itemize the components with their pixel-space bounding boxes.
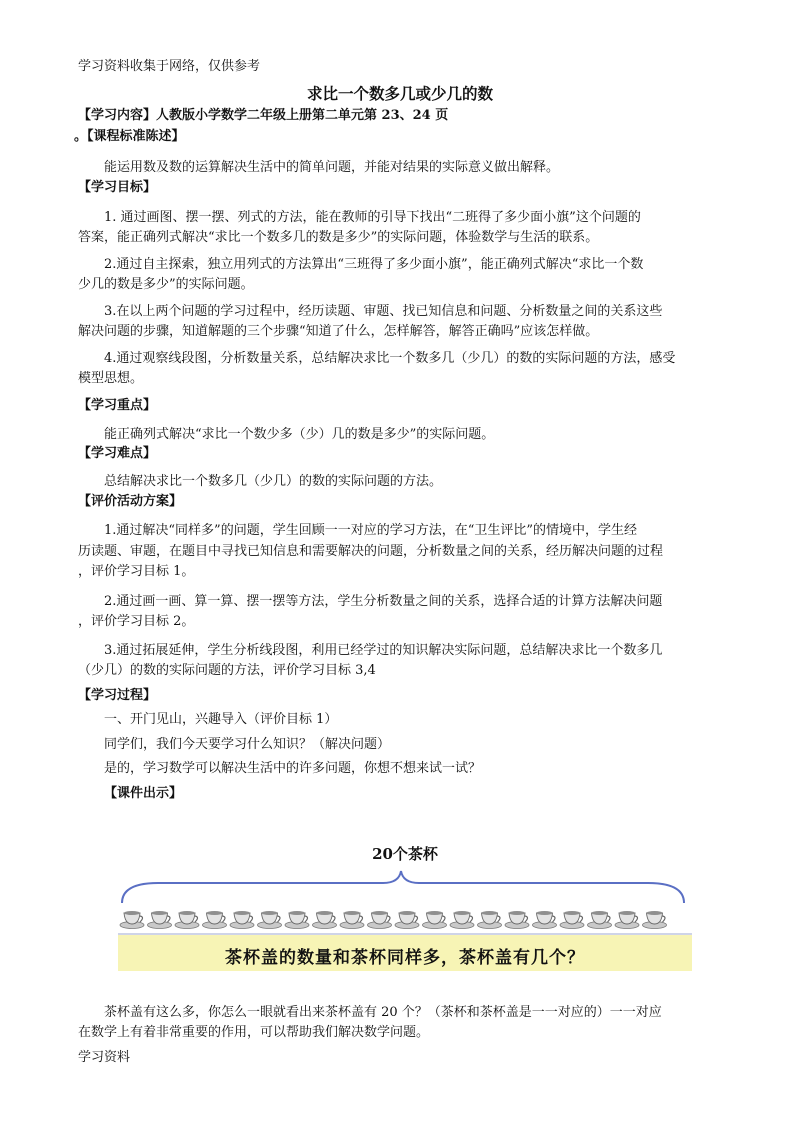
goal-3-line-1: 3.在以上两个问题的学习过程中，经历读题、审题、找已知信息和问题、分析数量之间的关系这些 [104, 304, 663, 319]
goal-3-line-2: 解决问题的步骤，知道解题的三个步骤“知道了什么，怎样解答，解答正确吗”应该怎样做。 [78, 324, 599, 339]
section-standard: 。【课程标准陈述】 [74, 129, 185, 144]
conclusion-line-2: 在数学上有着非常重要的作用，可以帮助我们解决数学问题。 [78, 1025, 430, 1040]
section-evaluation: 【评价活动方案】 [78, 494, 183, 509]
key-point-text: 能正确列式解决“求比一个数少多（少）几的数是多少”的实际问题。 [104, 427, 495, 442]
eval-3-line-2: （少几）的数的实际问题的方法，评价学习目标 3,4 [78, 663, 376, 678]
teacup-icon [450, 911, 474, 929]
teacup-icon [258, 911, 282, 929]
goal-2-line-2: 少几的数是多少”的实际问题。 [78, 277, 254, 292]
document-title: 求比一个数多几或少几的数 [306, 84, 493, 103]
header-note: 学习资料收集于网络，仅供参考 [78, 59, 261, 74]
teacup-icon [368, 911, 392, 929]
teacup-icon [148, 911, 172, 929]
difficulty-text: 总结解决求比一个数多几（少几）的数的实际问题的方法。 [104, 474, 443, 489]
teacup-icon [505, 911, 529, 929]
courseware-label: 【课件出示】 [104, 786, 183, 801]
teacup-icon [340, 911, 364, 929]
teacup-icon [175, 911, 199, 929]
eval-1-line-1: 1.通过解决“同样多”的问题，学生回顾一一对应的学习方法，在“卫生评比”的情境中，学生经 [104, 523, 637, 538]
teacup-icon [230, 911, 254, 929]
teacup-icon [588, 911, 612, 929]
standard-text: 能运用数及数的运算解决生活中的简单问题，并能对结果的实际意义做出解释。 [104, 160, 560, 175]
section-process: 【学习过程】 [78, 688, 157, 703]
goal-4-line-1: 4.通过观察线段图，分析数量关系，总结解决求比一个数多几（少几）的数的实际问题的方法，感受 [104, 351, 676, 366]
footer-note: 学习资料 [78, 1050, 131, 1065]
goal-4-line-2: 模型思想。 [78, 371, 144, 386]
teacup-figure [118, 815, 692, 985]
eval-2-line-1: 2.通过画一画、算一算、摆一摆等方法，学生分析数量之间的关系，选择合适的计算方法解决问题 [104, 594, 663, 609]
teacup-icon [478, 911, 502, 929]
process-question: 同学们，我们今天要学习什么知识？（解决问题） [104, 737, 391, 752]
section-goals: 【学习目标】 [78, 180, 157, 195]
goal-1-line-1: 1. 通过画图、摆一摆、列式的方法，能在教师的引导下找出“二班得了多少面小旗”这个问题的 [104, 210, 641, 225]
conclusion-line-1: 茶杯盖有这么多，你怎么一眼就看出来茶杯盖有 20 个？（茶杯和茶杯盖是一一对应的）一一对应 [104, 1005, 662, 1020]
teacup-icon [615, 911, 639, 929]
teacup-icon [313, 911, 337, 929]
teacup-icon [643, 911, 667, 929]
process-step-1: 一、开门见山，兴趣导入（评价目标 1） [104, 712, 338, 727]
goal-1-line-2: 答案，能正确列式解决“求比一个数多几的数是多少”的实际问题，体验数学与生活的联系。 [78, 230, 599, 245]
teacup-icon [395, 911, 419, 929]
cup-count-label: 20个茶杯 [372, 845, 438, 863]
eval-3-line-1: 3.通过拓展延伸，学生分析线段图，利用已经学过的知识解决实际问题，总结解决求比一个数多几 [104, 643, 663, 658]
question-banner [118, 933, 692, 971]
process-answer: 是的，学习数学可以解决生活中的许多问题，你想不想来试一试？ [104, 761, 482, 776]
eval-1-line-2: 历读题、审题，在题目中寻找已知信息和需要解决的问题，分析数量之间的关系，经历解决问题的过程 [78, 544, 664, 559]
question-text: 茶杯盖的数量和茶杯同样多，茶杯盖有几个？ [225, 948, 585, 968]
goal-2-line-1: 2.通过自主探索，独立用列式的方法算出“三班得了多少面小旗”，能正确列式解决“求比一个数 [104, 257, 644, 272]
teacup-icon [203, 911, 227, 929]
teacup-icon [120, 911, 144, 929]
eval-2-line-2: ，评价学习目标 2。 [78, 614, 195, 629]
section-difficulty: 【学习难点】 [78, 446, 157, 461]
learning-content: 【学习内容】人教版小学数学二年级上册第二单元第 23、24 页 [78, 108, 449, 123]
teacup-icon [560, 911, 584, 929]
teacup-icon [423, 911, 447, 929]
teacup-icon [285, 911, 309, 929]
section-key-point: 【学习重点】 [78, 398, 157, 413]
teacup-icon [533, 911, 557, 929]
eval-1-line-3: ，评价学习目标 1。 [78, 564, 195, 579]
curly-brace [122, 871, 684, 903]
